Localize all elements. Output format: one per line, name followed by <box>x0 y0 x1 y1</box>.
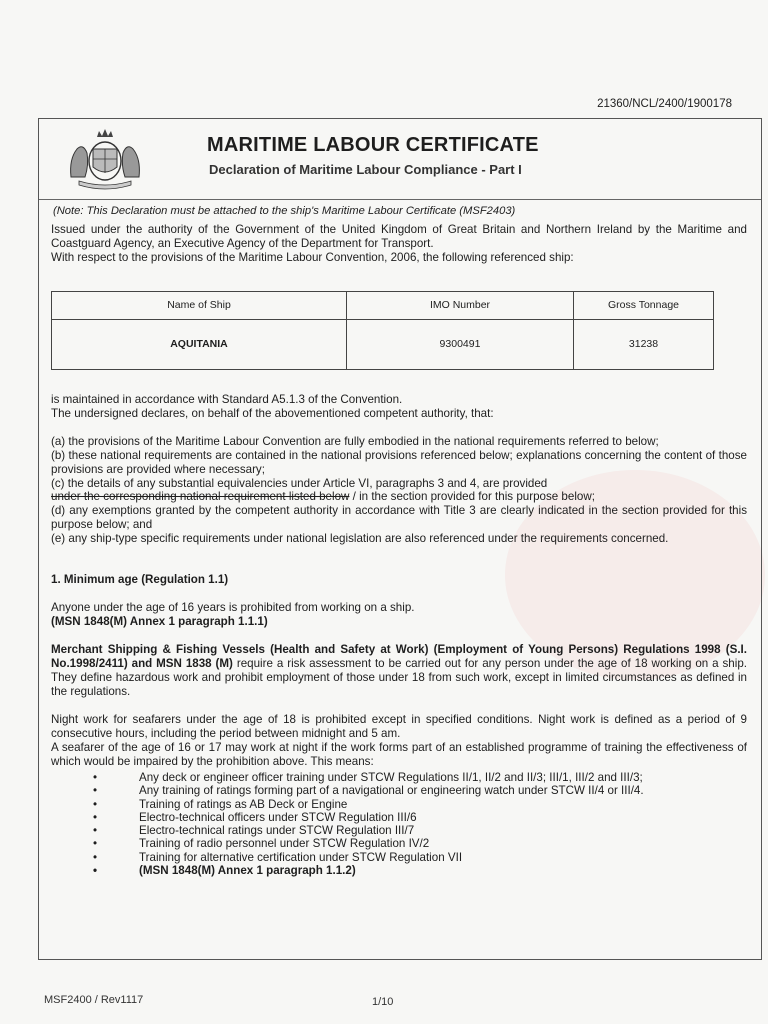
declaration-item-c-continuation: / in the section provided for this purpose below; <box>349 490 595 504</box>
certificate-header <box>39 119 761 200</box>
header-imo-number: IMO Number <box>347 292 574 320</box>
attachment-note: (Note: This Declaration must be attached to the ship's Maritime Labour Certificate (MSF2403) <box>53 205 516 217</box>
minimum-age-reference: (MSN 1848(M) Annex 1 paragraph 1.1.1) <box>51 614 268 628</box>
training-list <box>93 771 733 877</box>
cell-ship-name: AQUITANIA <box>52 320 347 370</box>
declaration-item-d: (d) any exemptions granted by the competent authority in accordance with Title 3 are clearly indicated in the section provided for this purpose below; and <box>51 504 747 532</box>
intro-paragraph <box>51 223 747 265</box>
list-item: • Electro-technical officers under STCW Regulation III/6 <box>93 811 733 824</box>
minimum-age-rule: Anyone under the age of 16 years is prohibited from working on a ship. <box>51 601 415 614</box>
table-row <box>52 320 714 370</box>
intro-authority: Issued under the authority of the Government of the United Kingdom of Great Britain and Northern Ireland by the Maritime and Coastguard Agency, an Executive Agency of the Department for Transport. <box>51 223 747 250</box>
intro-reference: With respect to the provisions of the Maritime Labour Convention, 2006, the following referenced ship: <box>51 250 574 264</box>
section1-paragraph-2 <box>51 643 747 699</box>
night-work-rule: Night work for seafarers under the age of 18 is prohibited except in specified conditions. Night work is defined as a period of 9 consecutive hours, including the period between midnight and 5 am. <box>51 713 747 740</box>
header-gross-tonnage: Gross Tonnage <box>574 292 714 320</box>
certificate-title: MARITIME LABOUR CERTIFICATE <box>207 134 539 156</box>
cell-imo-number: 9300491 <box>347 320 574 370</box>
header-ship-name: Name of Ship <box>52 292 347 320</box>
declaration-block <box>51 393 747 546</box>
declaration-undersigned: The undersigned declares, on behalf of the abovementioned competent authority, that: <box>51 406 494 420</box>
document-reference: 21360/NCL/2400/1900178 <box>597 98 732 110</box>
royal-crest-icon <box>63 125 147 191</box>
list-item: • Any deck or engineer officer training under STCW Regulations II/1, II/2 and II/3; III/1, III/2 and III/3; <box>93 771 733 784</box>
cell-gross-tonnage: 31238 <box>574 320 714 370</box>
declaration-standard: is maintained in accordance with Standard A5.1.3 of the Convention. <box>51 393 403 406</box>
certificate-frame <box>38 118 762 960</box>
section1-paragraph-3 <box>51 713 747 769</box>
declaration-item-c-text: (c) the details of any substantial equivalencies under Article VI, paragraphs 3 and 4, are provided <box>51 476 548 490</box>
list-item: • Electro-technical ratings under STCW Regulation III/7 <box>93 824 733 837</box>
declaration-item-e: (e) any ship-type specific requirements under national legislation are also referenced under the requirements concerned. <box>51 532 669 546</box>
section-heading-minimum-age: 1. Minimum age (Regulation 1.1) <box>51 573 229 586</box>
list-item: • Training of ratings as AB Deck or Engine <box>93 798 733 811</box>
night-work-exception: A seafarer of the age of 16 or 17 may work at night if the work forms part of an established programme of training the effectiveness of which would be impaired by the prohibition above. This means: <box>51 740 747 768</box>
declaration-item-b: (b) these national requirements are contained in the national provisions referenced below; explanations concerning the content of those provisions are provided where necessary; <box>51 448 747 476</box>
regulations-reference: Merchant Shipping & Fishing Vessels (Health and Safety at Work) (Employment of Young Persons) Regulations 1998 (S.I. No.1998/2411) and MSN 1838 (M) <box>51 643 747 670</box>
form-reference: MSF2400 / Rev1117 <box>44 994 144 1006</box>
list-item: • Training for alternative certification under STCW Regulation VII <box>93 851 733 864</box>
struck-text: under the corresponding national requirement listed below <box>51 490 350 504</box>
list-item: • (MSN 1848(M) Annex 1 paragraph 1.1.2) <box>93 864 733 877</box>
declaration-item-a: (a) the provisions of the Maritime Labour Convention are fully embodied in the national requirements referred to below; <box>51 434 659 448</box>
page-number: 1/10 <box>372 996 394 1008</box>
list-item: • Training of radio personnel under STCW Regulation IV/2 <box>93 837 733 850</box>
ship-details-table <box>51 291 714 370</box>
certificate-subtitle: Declaration of Maritime Labour Compliance - Part I <box>209 162 522 177</box>
list-item: • Any training of ratings forming part of a navigational or engineering watch under STCW II/4 or III/4. <box>93 784 733 797</box>
declaration-item-c <box>51 477 747 505</box>
section1-paragraph-1 <box>51 601 747 629</box>
table-header-row <box>52 292 714 320</box>
regulations-description: require a risk assessment to be carried out for any person under the age of 18 working on a ship. They define hazardous work and prohibit employment of those under 18 from such work, except in limited circumstances as defined in the regulations. <box>51 656 747 698</box>
